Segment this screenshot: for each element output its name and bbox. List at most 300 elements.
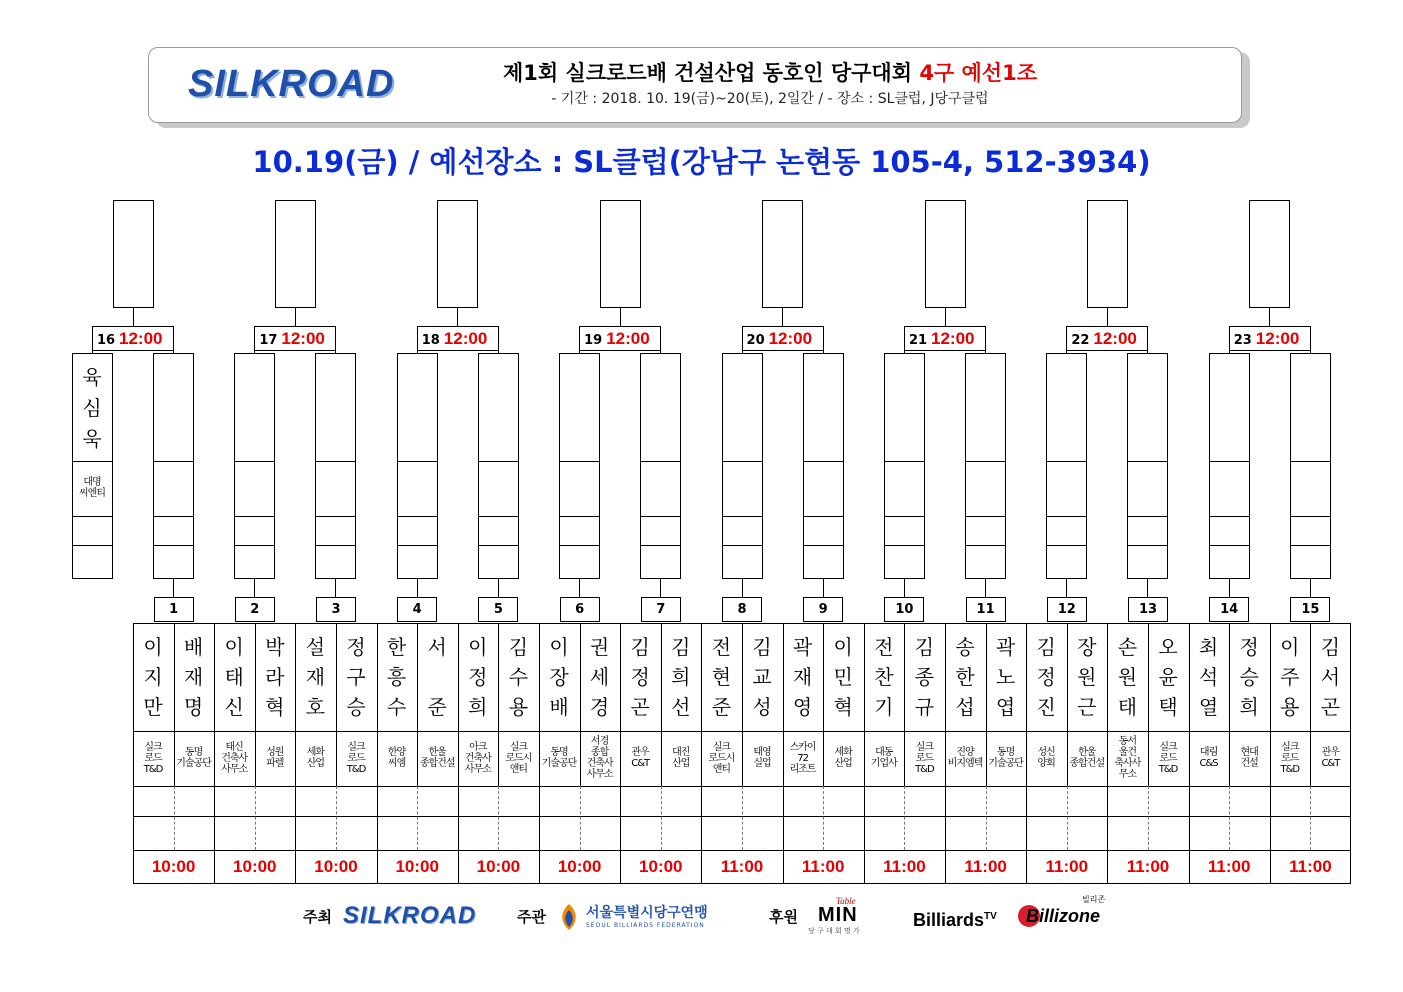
winner-entry-cell xyxy=(559,353,600,579)
player-name-char: 이 xyxy=(549,635,569,659)
player-name-char: 권 xyxy=(589,635,610,659)
player-name-char: 곽 xyxy=(792,635,813,659)
cell-divider xyxy=(804,461,843,462)
player-name-char: 이 xyxy=(224,635,244,659)
bracket-line xyxy=(1066,579,1067,597)
player-affiliation: 실크 로드 T&D xyxy=(915,741,934,775)
player-affiliation: 성원 파렐 xyxy=(266,747,284,769)
cell-divider xyxy=(398,516,437,517)
player-name-char: 엽 xyxy=(995,695,1016,719)
match-number-box xyxy=(904,326,986,351)
cell-divider xyxy=(641,461,680,462)
first-round-time: 11:00 xyxy=(801,857,845,876)
match-number-box xyxy=(1066,326,1148,351)
winner-entry-cell xyxy=(640,353,681,579)
player-affiliation: 서경 종합 건축사 사무소 xyxy=(586,736,613,780)
player-affiliation: 스카이 72 리조트 xyxy=(789,741,816,775)
player-name-char: 김 xyxy=(1320,635,1341,659)
player-name-char: 희 xyxy=(671,665,691,689)
player-name-char: 진 xyxy=(1036,695,1056,719)
cell-divider xyxy=(723,545,762,546)
player-name-char: 혁 xyxy=(833,695,853,719)
player-affiliation: 관우 C&T xyxy=(631,747,650,769)
cell-divider xyxy=(1210,545,1249,546)
player-name-char: 재 xyxy=(183,665,204,689)
cell-divider xyxy=(398,461,437,462)
player-divider-dashed xyxy=(498,786,499,850)
cell-divider xyxy=(316,516,355,517)
cell-divider xyxy=(560,545,599,546)
bracket-line xyxy=(904,579,905,597)
player-affiliation: 대진 산업 xyxy=(672,747,690,769)
first-round-number: 8 xyxy=(722,597,762,622)
winner-entry-cell xyxy=(884,353,925,579)
first-round-number: 12 xyxy=(1047,597,1087,622)
player-name-char: 정 xyxy=(1239,635,1259,659)
winner-result-box xyxy=(762,200,803,308)
match-number: 16 xyxy=(96,333,116,348)
bracket-line xyxy=(457,308,458,326)
first-round-number: 7 xyxy=(641,597,681,622)
winner-result-box xyxy=(275,200,316,308)
player-name-char: 택 xyxy=(1158,695,1178,719)
billiardstv-logo xyxy=(913,905,997,932)
first-round-time: 11:00 xyxy=(883,857,926,876)
player-affiliation: 태신 건축사 사무소 xyxy=(221,741,248,775)
player-affiliation: 태영 실업 xyxy=(753,747,771,769)
bracket-line xyxy=(417,579,418,597)
player-name-char: 최 xyxy=(1198,635,1219,659)
player-divider-dashed xyxy=(661,786,662,850)
player-name-char: 재 xyxy=(792,665,813,689)
cell-divider xyxy=(1128,461,1167,462)
organizer-sub: SEOUL BILLIARDS FEDERATION xyxy=(586,922,705,929)
match-number-box xyxy=(1229,326,1311,351)
player-name-char: 신 xyxy=(224,695,244,719)
player-name-char: 장 xyxy=(549,665,569,689)
winner-result-box xyxy=(1087,200,1128,308)
player-name-char: 성 xyxy=(752,695,772,719)
cell-divider xyxy=(560,516,599,517)
first-round-number: 6 xyxy=(560,597,600,622)
player-name-char: 김 xyxy=(752,635,772,659)
player-name-char: 용 xyxy=(1280,695,1300,719)
sponsor-label: 후원 xyxy=(769,908,798,926)
player-name-char: 이 xyxy=(143,635,163,659)
cell-divider xyxy=(641,545,680,546)
match-number-box xyxy=(579,326,661,351)
player-name-char: 배 xyxy=(549,695,569,719)
player-name-char: 정 xyxy=(1036,665,1056,689)
first-round-number: 1 xyxy=(154,597,194,622)
player-name-char: 혁 xyxy=(265,695,285,719)
cell-divider xyxy=(1047,516,1086,517)
winner-result-box xyxy=(113,200,154,308)
first-round-number: 4 xyxy=(397,597,437,622)
first-round-time: 10:00 xyxy=(476,857,521,876)
seed-name-char: 육 xyxy=(82,365,102,389)
player-divider-dashed xyxy=(336,786,337,850)
cell-divider xyxy=(560,461,599,462)
winner-entry-cell xyxy=(1209,353,1250,579)
host-logo: SILKROAD xyxy=(343,902,477,929)
player-affiliation: 세화 산업 xyxy=(306,747,325,769)
tablemin-sub: 당 구 대 회 명 가 xyxy=(808,927,860,935)
cell-divider xyxy=(73,516,112,517)
player-name-char: 태 xyxy=(1117,695,1138,719)
player-name-char: 영 xyxy=(792,695,813,719)
match-time: 12:00 xyxy=(931,329,975,348)
winner-result-box xyxy=(600,200,641,308)
cell-divider xyxy=(479,516,518,517)
match-number-box xyxy=(742,326,824,351)
bracket-line xyxy=(335,579,336,597)
player-name-char: 준 xyxy=(427,695,447,719)
cell-divider xyxy=(154,545,193,546)
player-name-char: 이 xyxy=(833,635,853,659)
winner-entry-cell xyxy=(1046,353,1087,579)
player-affiliation: 실크 로드 T&D xyxy=(1158,741,1178,775)
player-name-char: 교 xyxy=(752,665,772,689)
player-name-char: 김 xyxy=(630,635,650,659)
player-name-char: 종 xyxy=(914,665,935,689)
match-time: 12:00 xyxy=(606,329,650,348)
player-name-char: 호 xyxy=(305,695,326,719)
player-name-char: 전 xyxy=(711,635,732,659)
player-name-char: 흥 xyxy=(386,665,407,689)
title-highlight: 4구 예선1조 xyxy=(919,61,1037,85)
player-divider-dashed xyxy=(986,786,987,850)
cell-divider xyxy=(316,545,355,546)
cell-divider xyxy=(73,545,112,546)
winner-entry-cell xyxy=(315,353,356,579)
player-name-char: 원 xyxy=(1117,665,1138,689)
player-name-char: 만 xyxy=(143,695,163,719)
player-divider-dashed xyxy=(904,786,905,850)
tournament-title xyxy=(400,58,1140,88)
first-round-number: 2 xyxy=(235,597,275,622)
player-affiliation: 실크 로드 T&D xyxy=(346,741,366,775)
player-name-char: 설 xyxy=(305,635,326,659)
cell-divider xyxy=(479,545,518,546)
winner-entry-cell xyxy=(803,353,844,579)
player-name-char: 열 xyxy=(1198,695,1219,719)
cell-divider xyxy=(966,461,1005,462)
match-number-box xyxy=(417,326,499,351)
player-affiliation: 실크 로드 T&D xyxy=(143,741,163,775)
player-name-char: 규 xyxy=(914,695,935,719)
player-name-char: 근 xyxy=(1077,695,1097,719)
first-round-number: 15 xyxy=(1290,597,1330,622)
player-affiliation: 현대 건설 xyxy=(1240,747,1258,769)
player-name-char: 김 xyxy=(671,635,691,659)
match-number-box xyxy=(92,326,174,351)
player-divider-dashed xyxy=(1148,786,1149,850)
bracket-line xyxy=(985,579,986,597)
player-name-char: 승 xyxy=(346,695,366,719)
player-affiliation: 실크 로드 T&D xyxy=(1280,741,1300,775)
match-number: 20 xyxy=(746,333,765,348)
match-time: 12:00 xyxy=(1093,329,1137,348)
cell-divider xyxy=(235,516,274,517)
first-round-time: 11:00 xyxy=(964,857,1007,876)
bracket-line xyxy=(295,308,296,326)
match-number: 23 xyxy=(1233,333,1252,348)
player-name-char: 태 xyxy=(224,665,244,689)
player-affiliation: 관우 C&T xyxy=(1321,747,1340,769)
cell-divider xyxy=(235,461,274,462)
player-affiliation: 동명 기술공단 xyxy=(988,747,1023,769)
first-round-time: 10:00 xyxy=(557,857,602,876)
match-time: 12:00 xyxy=(119,329,163,348)
first-round-number: 10 xyxy=(884,597,924,622)
bracket-line xyxy=(823,579,824,597)
match-number: 22 xyxy=(1071,333,1090,348)
player-name-char: 서 xyxy=(427,635,447,659)
title-main: 제1회 실크로드배 건설산업 동호인 당구대회 xyxy=(502,61,920,85)
player-name-char: 배 xyxy=(183,635,204,659)
player-name-char: 지 xyxy=(143,665,163,689)
cell-divider xyxy=(1291,461,1330,462)
cell-divider xyxy=(1210,516,1249,517)
player-affiliation: 동서 울건 축사사 무소 xyxy=(1114,736,1141,780)
player-name-char: 정 xyxy=(468,665,488,689)
winner-entry-cell xyxy=(478,353,519,579)
player-name-char: 손 xyxy=(1117,635,1138,659)
player-affiliation: 한울 종합건설 xyxy=(419,747,455,769)
winner-result-box xyxy=(437,200,478,308)
player-name-char: 라 xyxy=(265,665,285,689)
cell-divider xyxy=(154,461,193,462)
cell-divider xyxy=(641,516,680,517)
player-affiliation: 동명 기술공단 xyxy=(541,747,577,769)
player-name-char: 민 xyxy=(833,665,853,689)
player-name-char: 한 xyxy=(955,665,975,689)
billiardstv-text: Billiards xyxy=(913,910,985,930)
bracket-line xyxy=(660,579,661,597)
cell-divider xyxy=(723,461,762,462)
cell-divider xyxy=(1047,461,1086,462)
winner-entry-cell xyxy=(1290,353,1331,579)
tablemin-logo: MIN xyxy=(818,904,858,926)
bracket-line xyxy=(1310,579,1311,597)
player-name-char: 수 xyxy=(386,695,407,719)
player-divider-dashed xyxy=(1067,786,1068,850)
first-round-time: 10:00 xyxy=(395,857,439,876)
player-name-char: 곽 xyxy=(995,635,1016,659)
cell-divider xyxy=(316,461,355,462)
cell-divider xyxy=(1291,516,1330,517)
cell-divider xyxy=(966,516,1005,517)
first-round-time: 11:00 xyxy=(1207,857,1251,876)
seed-affiliation: 대명 씨엔티 xyxy=(79,477,105,499)
bracket-line xyxy=(620,308,621,326)
player-divider-dashed xyxy=(1310,786,1311,850)
bracket-line xyxy=(1269,308,1270,326)
bracket-line xyxy=(579,579,580,597)
player-name-char: 경 xyxy=(589,695,610,719)
player-name-char: 윤 xyxy=(1158,665,1178,689)
player-name-char: 이 xyxy=(468,635,488,659)
cell-divider xyxy=(73,461,112,462)
player-divider-dashed xyxy=(742,786,743,850)
cell-divider xyxy=(885,461,924,462)
host-label: 주최 xyxy=(303,908,332,926)
player-name-char: 이 xyxy=(1280,635,1300,659)
player-name-char: 재 xyxy=(305,665,326,689)
winner-entry-cell xyxy=(965,353,1006,579)
player-name-char: 승 xyxy=(1239,665,1259,689)
cell-divider xyxy=(235,545,274,546)
bracket-line xyxy=(742,579,743,597)
bracket-line xyxy=(945,308,946,326)
bracket-line xyxy=(173,579,174,597)
player-divider-dashed xyxy=(417,786,418,850)
first-round-time: 10:00 xyxy=(151,857,196,876)
first-round-number: 13 xyxy=(1128,597,1168,622)
first-round-number: 11 xyxy=(966,597,1006,622)
player-name-char: 김 xyxy=(508,635,529,659)
billizone-logo: Billizone xyxy=(1026,906,1101,926)
player-affiliation: 한울 종합건설 xyxy=(1069,747,1105,769)
first-round-number: 3 xyxy=(316,597,356,622)
winner-entry-cell xyxy=(397,353,438,579)
cell-divider xyxy=(804,516,843,517)
winner-result-box xyxy=(925,200,966,308)
winner-entry-cell xyxy=(1127,353,1168,579)
cell-divider xyxy=(1128,516,1167,517)
player-name-char: 전 xyxy=(874,635,894,659)
cell-divider xyxy=(154,516,193,517)
player-divider-dashed xyxy=(255,786,256,850)
player-name-char: 원 xyxy=(1077,665,1097,689)
match-time: 12:00 xyxy=(281,329,325,348)
player-name-char: 장 xyxy=(1077,635,1097,659)
player-name-char: 한 xyxy=(386,635,407,659)
cell-divider xyxy=(1047,545,1086,546)
winner-entry-cell xyxy=(153,353,194,579)
first-round-time: 11:00 xyxy=(1126,857,1170,876)
bracket-line xyxy=(254,579,255,597)
player-name-char: 정 xyxy=(630,665,650,689)
cell-divider xyxy=(804,545,843,546)
player-name-char: 준 xyxy=(711,695,732,719)
cell-divider xyxy=(885,516,924,517)
player-name-char: 기 xyxy=(874,695,894,719)
cell-divider xyxy=(1291,545,1330,546)
player-name-char: 용 xyxy=(508,695,529,719)
player-name-char: 김 xyxy=(1036,635,1056,659)
player-name-char: 송 xyxy=(955,635,975,659)
player-affiliation: 대림 C&S xyxy=(1199,747,1218,769)
tablemin-small: Table xyxy=(836,896,856,906)
first-round-time: 10:00 xyxy=(314,857,358,876)
cell-divider xyxy=(966,545,1005,546)
player-divider-dashed xyxy=(823,786,824,850)
player-name-char: 정 xyxy=(346,635,366,659)
player-name-char: 명 xyxy=(183,695,204,719)
player-affiliation: 실크 로드시 앤티 xyxy=(505,741,532,775)
match-number-box xyxy=(254,326,336,351)
player-name-char: 곤 xyxy=(630,695,650,719)
match-time: 12:00 xyxy=(768,329,813,348)
match-number: 21 xyxy=(908,333,928,348)
player-name-char: 희 xyxy=(1239,695,1259,719)
player-name-char: 서 xyxy=(1320,665,1341,689)
first-round-time: 11:00 xyxy=(720,857,764,876)
player-affiliation: 대동 기업사 xyxy=(870,747,897,769)
winner-entry-cell xyxy=(722,353,763,579)
winner-entry-cell xyxy=(234,353,275,579)
cell-divider xyxy=(479,461,518,462)
match-number: 19 xyxy=(584,333,603,348)
player-affiliation: 아크 건축사 사무소 xyxy=(464,741,491,775)
player-name-char: 구 xyxy=(346,665,366,689)
first-round-number: 14 xyxy=(1209,597,1249,622)
player-affiliation: 동명 기술공단 xyxy=(176,747,211,769)
first-round-time: 11:00 xyxy=(1045,857,1089,876)
match-number: 18 xyxy=(421,333,440,348)
player-affiliation: 한양 씨엠 xyxy=(387,747,406,769)
seed-name-char: 욱 xyxy=(82,427,102,451)
bracket-line xyxy=(498,579,499,597)
player-name-char: 찬 xyxy=(874,665,894,689)
player-name-char: 수 xyxy=(508,665,529,689)
bracket-line xyxy=(782,308,783,326)
match-time: 12:00 xyxy=(1255,329,1300,348)
player-affiliation: 세화 산업 xyxy=(834,747,852,769)
player-name-char: 주 xyxy=(1280,665,1300,689)
federation-emblem-icon xyxy=(556,902,582,932)
player-name-char: 세 xyxy=(589,665,610,689)
bracket-line xyxy=(1229,579,1230,597)
first-round-time: 10:00 xyxy=(233,857,277,876)
cell-divider xyxy=(1210,461,1249,462)
player-name-char: 박 xyxy=(265,635,285,659)
player-affiliation: 성신 양회 xyxy=(1037,747,1055,769)
cell-divider xyxy=(723,516,762,517)
cell-divider xyxy=(398,545,437,546)
player-name-char: 오 xyxy=(1158,635,1178,659)
bracket-line xyxy=(1147,579,1148,597)
player-name-char: 석 xyxy=(1198,665,1219,689)
first-round-number: 9 xyxy=(803,597,843,622)
player-divider-dashed xyxy=(580,786,581,850)
player-affiliation: 진양 비지엠텍 xyxy=(947,747,983,769)
winner-result-box xyxy=(1249,200,1290,308)
player-name-char: 희 xyxy=(468,695,488,719)
player-name-char: 노 xyxy=(995,665,1016,689)
billiardstv-sup: TV xyxy=(984,911,997,922)
day-venue-title: 10.19(금) / 예선장소 : SL클럽(강남구 논현동 105-4, 512-3934) xyxy=(252,145,1151,179)
organizer-label: 주관 xyxy=(517,908,546,926)
bracket-line xyxy=(1107,308,1108,326)
player-name-char: 김 xyxy=(914,635,935,659)
player-divider-dashed xyxy=(1229,786,1230,850)
player-affiliation: 실크 로드시 앤티 xyxy=(708,741,735,775)
seed-name-char: 심 xyxy=(82,396,102,420)
first-round-time: 11:00 xyxy=(1289,857,1332,876)
match-number: 17 xyxy=(259,333,278,348)
cell-divider xyxy=(885,545,924,546)
first-round-number: 5 xyxy=(478,597,518,622)
cell-divider xyxy=(1128,545,1167,546)
player-divider-dashed xyxy=(174,786,175,850)
match-time: 12:00 xyxy=(443,329,488,348)
player-name-char: 곤 xyxy=(1320,695,1341,719)
billizone-small: 빌리존 xyxy=(1082,895,1106,904)
silkroad-logo: SILKROAD xyxy=(188,63,395,105)
